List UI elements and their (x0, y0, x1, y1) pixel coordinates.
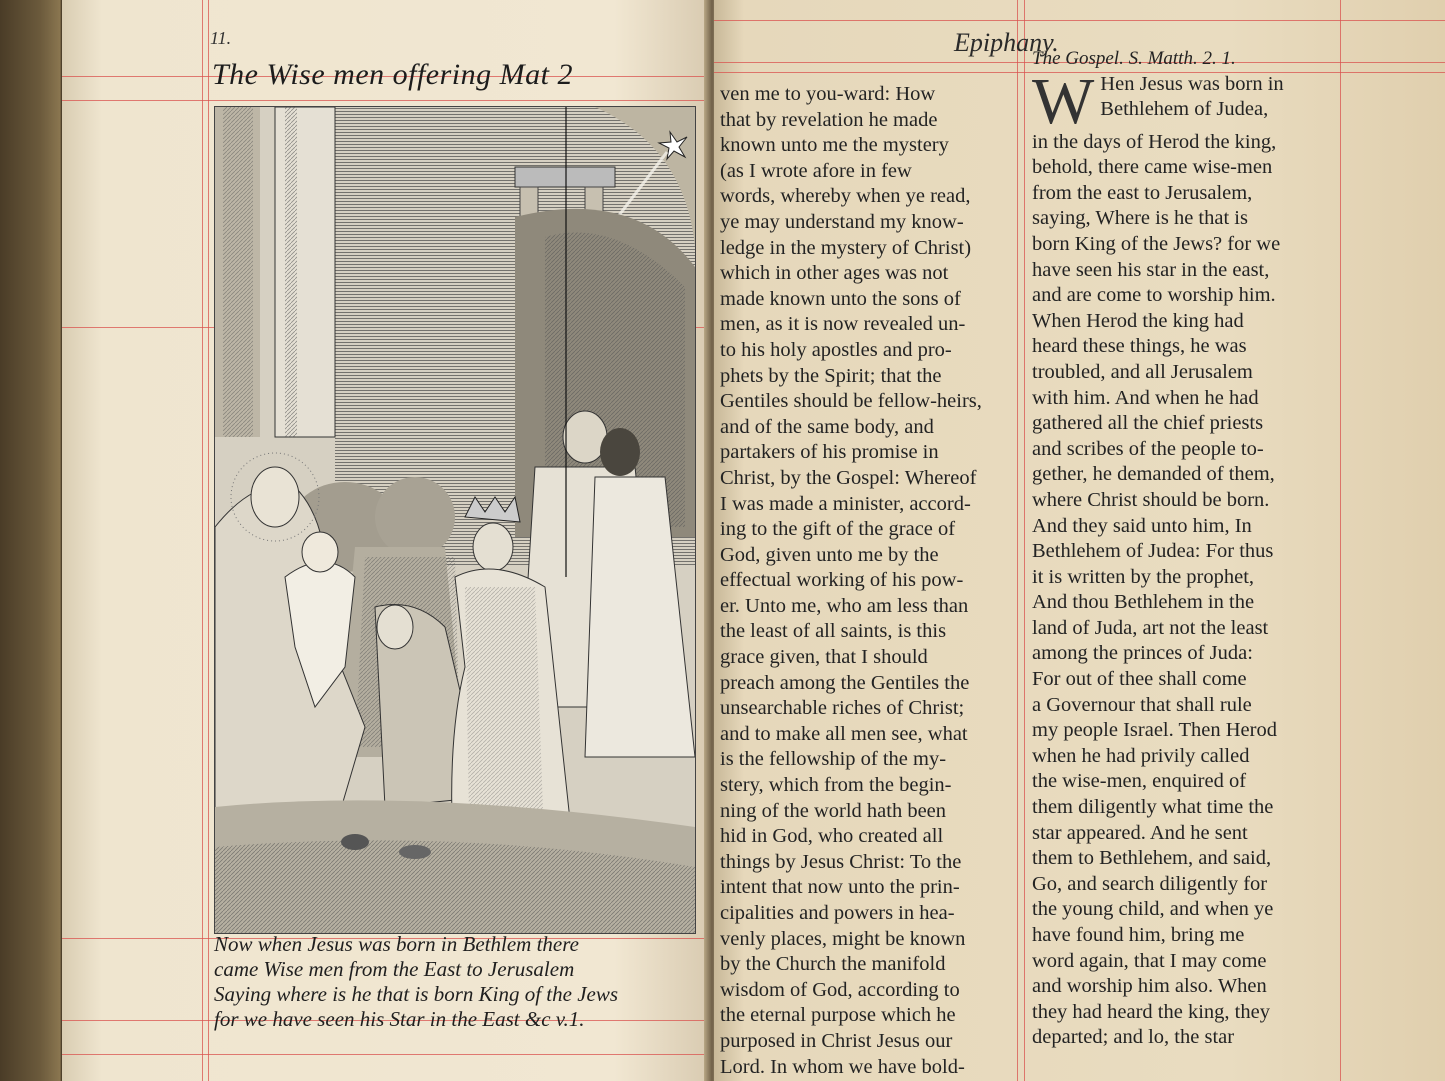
text-line: (as I wrote afore in few (720, 159, 912, 182)
text-line: wisdom of God, according to (720, 978, 960, 1001)
text-line: my people Israel. Then Herod (1032, 719, 1277, 742)
text-line: things by Jesus Christ: To the (720, 850, 962, 873)
text-line: word again, that I may come (1032, 949, 1267, 972)
text-line: gathered all the chief priests (1032, 412, 1264, 435)
text-line: partakers of his promise in (720, 441, 939, 464)
caption-line: Saying where is he that is born King of the Jews (214, 982, 619, 1006)
text-line: and are come to worship him. (1032, 284, 1276, 307)
text-line: which in other ages was not (720, 262, 949, 285)
text-line: ing to the gift of the grace of (720, 518, 956, 541)
text-line: And they said unto him, In (1032, 514, 1252, 537)
text-line: to his holy apostles and pro- (720, 338, 952, 361)
text-line: heard these things, he was (1032, 335, 1247, 358)
text-line: God, given unto me by the (720, 543, 939, 566)
text-line: intent that now unto the prin- (720, 876, 960, 899)
text-line: And thou Bethlehem in the (1032, 591, 1255, 614)
text-line: them diligently what time the (1032, 796, 1274, 819)
text-line: ledge in the mystery of Christ) (720, 236, 972, 259)
drop-cap: W (1032, 71, 1095, 130)
text-line: purposed in Christ Jesus our (720, 1029, 953, 1052)
plate-title: The Wise men offering Mat 2 (212, 58, 573, 91)
text-line: hid in God, who created all (720, 825, 944, 848)
text-line: they had heard the king, they (1032, 1000, 1270, 1023)
text-line: phets by the Spirit; that the (720, 364, 942, 387)
text-line: ning of the world hath been (720, 799, 947, 822)
epistle-column (720, 82, 1020, 1080)
text-line: where Christ should be born. (1032, 488, 1270, 511)
text-line: Lord. In whom we have bold- (720, 1055, 965, 1078)
engraving-adoration-of-magi (214, 106, 696, 934)
text-line: behold, there came wise-men (1032, 156, 1273, 179)
text-line: and worship him also. When (1032, 975, 1267, 998)
text-line: among the princes of Juda: (1032, 642, 1253, 665)
text-line: words, whereby when ye read, (720, 185, 971, 208)
folio-number: 11. (210, 28, 232, 48)
text-line: cipalities and powers in hea- (720, 902, 955, 924)
left-page (62, 0, 712, 1081)
text-line: saying, Where is he that is (1032, 207, 1248, 230)
text-line: have found him, bring me (1032, 924, 1245, 946)
gospel-header: The Gospel. S. Matth. 2. 1. (1032, 48, 1236, 69)
text-line: I was made a minister, accord- (720, 492, 971, 515)
text-line: preach among the Gentiles the (720, 671, 970, 694)
text-line: a Governour that shall rule (1032, 693, 1252, 716)
text-line: troubled, and all Jerusalem (1032, 360, 1253, 383)
text-line: from the east to Jerusalem, (1032, 181, 1253, 204)
text-line: star appeared. And he sent (1032, 821, 1248, 844)
text-line: land of Juda, art not the least (1032, 616, 1269, 639)
text-line: gether, he demanded of them, (1032, 463, 1275, 486)
text-line: For out of thee shall come (1032, 668, 1247, 691)
text-line: and of the same body, and (720, 415, 934, 438)
text-line: and to make all men see, what (720, 722, 968, 745)
plate-caption (214, 932, 694, 1032)
right-page (714, 0, 1445, 1081)
text-line: Gentiles should be fellow-heirs, (720, 390, 982, 413)
text-line: effectual working of his pow- (720, 569, 964, 592)
text-line: Hen Jesus was born in (1100, 72, 1284, 95)
text-line: Bethlehem of Judea, (1100, 98, 1269, 121)
text-line: by the Church the manifold (720, 953, 946, 976)
text-line: known unto me the mystery (720, 134, 949, 157)
text-line: ye may understand my know- (720, 210, 964, 233)
text-line: unsearchable riches of Christ; (720, 697, 965, 720)
text-line: the young child, and when ye (1032, 898, 1274, 921)
text-line: born King of the Jews? for we (1032, 232, 1281, 255)
text-line: When Herod the king had (1032, 309, 1244, 332)
text-line: Christ, by the Gospel: Whereof (720, 466, 977, 489)
caption-line: for we have seen his Star in the East &c v.1. (214, 1007, 585, 1031)
text-line: the wise-men, enquired of (1032, 770, 1247, 793)
text-line: er. Unto me, who am less than (720, 594, 969, 617)
gospel-column (1032, 46, 1336, 1051)
text-line: them to Bethlehem, and said, (1032, 847, 1272, 870)
text-line: made known unto the sons of (720, 287, 961, 310)
text-line: stery, which from the begin- (720, 774, 952, 797)
text-line: have seen his star in the east, (1032, 258, 1270, 281)
engraving-illustration (215, 107, 695, 933)
text-line: and scribes of the people to- (1032, 437, 1264, 460)
text-line: grace given, that I should (720, 646, 928, 669)
text-line: in the days of Herod the king, (1032, 130, 1277, 153)
text-line: when he had privily called (1032, 744, 1250, 767)
text-line: the least of all saints, is this (720, 620, 947, 643)
text-line: departed; and lo, the star (1032, 1026, 1235, 1049)
running-head: Epiphany. (954, 28, 1059, 57)
text-line: Bethlehem of Judea: For thus (1032, 540, 1274, 563)
text-line: is the fellowship of the my- (720, 748, 947, 771)
caption-line: came Wise men from the East to Jerusalem (214, 957, 575, 981)
text-line: ven me to you-ward: How (720, 83, 936, 105)
caption-line: Now when Jesus was born in Bethlem there (214, 932, 579, 956)
text-line: Go, and search diligently for (1032, 872, 1268, 895)
gospel-opening (1032, 72, 1336, 130)
text-line: with him. And when he had (1032, 386, 1259, 409)
text-line: it is written by the prophet, (1032, 565, 1255, 588)
text-line: men, as it is now revealed un- (720, 313, 966, 336)
text-line: the eternal purpose which he (720, 1004, 956, 1027)
text-line: venly places, might be known (720, 927, 966, 950)
text-line: that by revelation he made (720, 108, 938, 131)
